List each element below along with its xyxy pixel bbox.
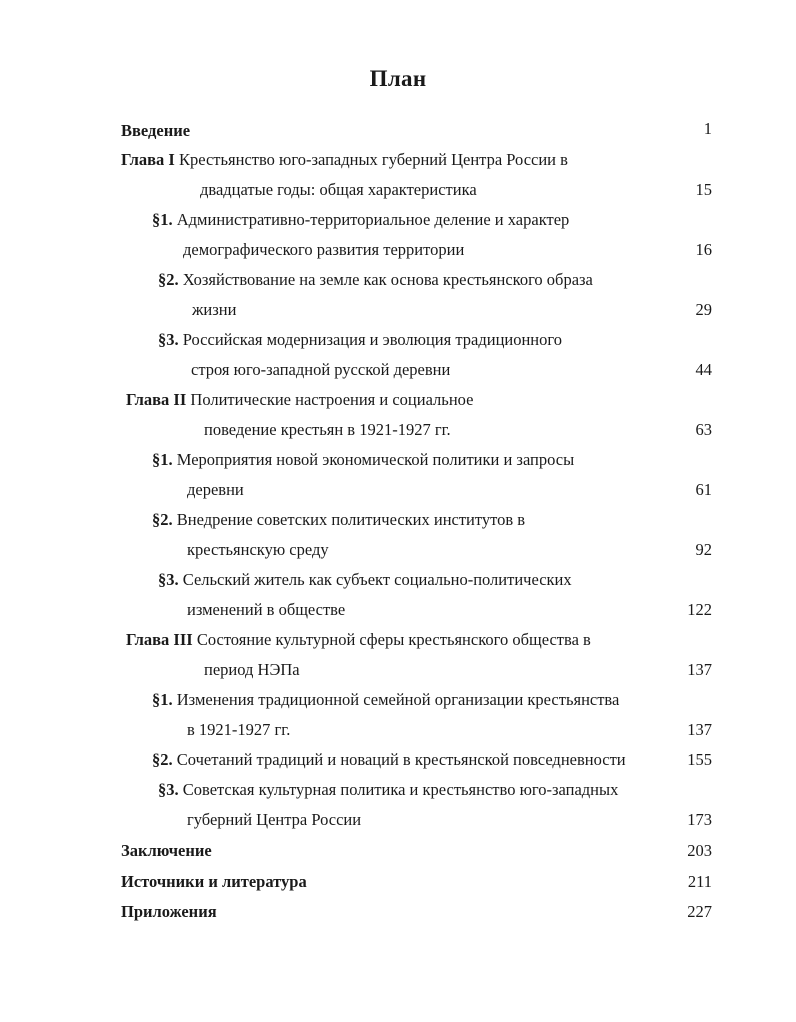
toc-entry-continuation: в 1921-1927 гг. <box>187 720 291 739</box>
toc-page-number: 211 <box>687 872 712 891</box>
toc-entry-sources: Источники и литература <box>121 872 307 891</box>
toc-page-number: 29 <box>695 300 712 319</box>
toc-entry-text: Политические настроения и социальное <box>190 390 474 409</box>
toc-section-label: §2. <box>152 510 173 529</box>
toc-page-number: 173 <box>687 810 712 829</box>
toc-entry-continuation: двадцатые годы: общая характеристика <box>200 180 477 199</box>
toc-section-label: §3. <box>158 570 179 589</box>
toc-entry-text: Российская модернизация и эволюция традиционного <box>182 330 562 349</box>
toc-page-number: 63 <box>695 420 712 439</box>
toc-entry-continuation: поведение крестьян в 1921-1927 гг. <box>204 420 451 439</box>
toc-entry-chapter-3 <box>126 630 591 650</box>
toc-entry-section <box>158 330 562 350</box>
toc-entry-introduction: Введение <box>121 121 191 140</box>
toc-entry-text: Крестьянство юго-западных губерний Центра России в <box>178 150 568 169</box>
toc-page-number: 44 <box>695 360 712 379</box>
toc-entry-continuation: губерний Центра России <box>187 810 362 829</box>
toc-entry-text: Состояние культурной сферы крестьянского общества в <box>196 630 591 649</box>
toc-entry-continuation: строя юго-западной русской деревни <box>191 360 451 379</box>
toc-chapter-label: Глава I <box>121 150 175 169</box>
toc-page-number: 15 <box>695 180 712 199</box>
toc-entry-section <box>152 510 525 530</box>
toc-entry-continuation: демографического развития территории <box>183 240 465 259</box>
toc-section-label: §1. <box>152 210 173 229</box>
toc-entry-continuation: крестьянскую среду <box>187 540 329 559</box>
toc-page-number: 16 <box>695 240 712 259</box>
toc-entry-continuation: изменений в обществе <box>187 600 346 619</box>
toc-entry-text: Хозяйствование на земле как основа крестьянского образа <box>182 270 593 289</box>
toc-entry-section <box>158 570 572 590</box>
toc-chapter-label: Глава II <box>126 390 187 409</box>
toc-entry-section <box>152 450 574 470</box>
toc-page-number: 227 <box>687 902 712 921</box>
toc-entry-appendices: Приложения <box>121 902 217 921</box>
toc-entry-conclusion: Заключение <box>121 841 212 860</box>
toc-entry-continuation: жизни <box>192 300 237 319</box>
toc-page-number: 122 <box>687 600 712 619</box>
toc-page-number: 137 <box>687 660 712 679</box>
toc-page-number: 92 <box>695 540 712 559</box>
toc-entry-section <box>158 270 593 290</box>
toc-entry-text: Советская культурная политика и крестьянство юго-западных <box>182 780 619 799</box>
toc-entry-text: Сельский житель как субъект социально-политических <box>182 570 572 589</box>
toc-chapter-label: Глава III <box>126 630 193 649</box>
toc-page-number: 61 <box>695 480 712 499</box>
toc-entry-text: Сочетаний традиций и новаций в крестьянской повседневности <box>176 750 626 769</box>
toc-entry-section <box>158 780 618 800</box>
toc-page-number: 203 <box>687 841 712 860</box>
toc-section-label: §1. <box>152 690 173 709</box>
toc-entry-chapter-1 <box>121 150 568 170</box>
page-title: План <box>369 66 427 91</box>
toc-entry-chapter-2 <box>126 390 473 410</box>
toc-entry-section <box>152 690 619 710</box>
toc-section-label: §1. <box>152 450 173 469</box>
toc-entry-continuation: деревни <box>187 480 244 499</box>
toc-section-label: §3. <box>158 780 179 799</box>
toc-entry-section <box>152 750 626 770</box>
toc-entry-text: Изменения традиционной семейной организации крестьянства <box>176 690 620 709</box>
toc-page-number: 137 <box>687 720 712 739</box>
toc-page-number: 155 <box>687 750 712 769</box>
toc-section-label: §3. <box>158 330 179 349</box>
toc-section-label: §2. <box>152 750 173 769</box>
toc-section-label: §2. <box>158 270 179 289</box>
toc-entry-text: Внедрение советских политических институтов в <box>176 510 526 529</box>
toc-entry-text: Мероприятия новой экономической политики и запросы <box>176 450 575 469</box>
toc-entry-text: Административно-территориальное деление и характер <box>176 210 570 229</box>
toc-entry-continuation: период НЭПа <box>204 660 300 679</box>
toc-entry-section <box>152 210 569 230</box>
toc-page-number: 1 <box>703 119 712 138</box>
